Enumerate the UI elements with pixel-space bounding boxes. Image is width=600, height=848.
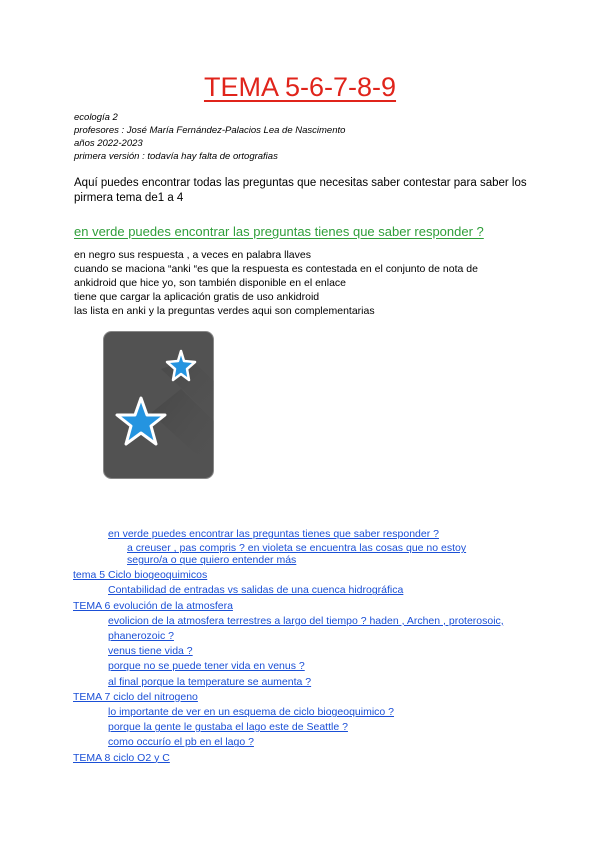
toc-link[interactable]: TEMA 8 ciclo O2 y C <box>73 751 170 764</box>
anki-star-icon <box>103 331 214 479</box>
toc-link[interactable]: porque la gente le gustaba el lago este de Seattle ? <box>108 721 348 734</box>
note-line: tiene que cargar la aplicación gratis de uso ankidroid <box>74 291 320 303</box>
toc-link[interactable]: tema 5 Ciclo biogeoquimicos <box>73 569 208 582</box>
toc-link[interactable]: como occurío el pb en el lago ? <box>108 736 254 749</box>
note-line: ankidroid que hice yo, son también disponible en el enlace <box>74 277 347 289</box>
meta-years: años 2022-2023 <box>74 138 143 149</box>
document-meta <box>74 111 345 163</box>
anki-logo <box>103 331 214 479</box>
meta-professors: profesores : José María Fernández-Palacios Lea de Nascimento <box>74 125 346 136</box>
table-of-contents <box>0 527 600 766</box>
note-line: cuando se maciona “anki “es que la respuesta es contestada en el conjunto de nota de <box>74 263 478 275</box>
green-questions-heading: en verde puedes encontrar las preguntas tienes que saber responder ? <box>74 224 484 239</box>
meta-version: primera versión : todavía hay falta de ortografias <box>74 151 278 162</box>
toc-link[interactable]: en verde puedes encontrar las preguntas tienes que saber responder ? <box>108 528 439 540</box>
note-line: en negro sus respuesta , a veces en palabra llaves <box>74 249 311 261</box>
toc-link[interactable]: Contabilidad de entradas vs salidas de una cuenca hidrográfica <box>108 584 404 597</box>
toc-link[interactable]: evolicion de la atmosfera terrestres a largo del tiempo ? haden , Archen , proterosoic, phanerozoic ? <box>108 614 504 643</box>
note-line: las lista en anki y la preguntas verdes aqui son complementarias <box>74 305 375 317</box>
toc-link[interactable]: TEMA 7 ciclo del nitrogeno <box>73 690 198 703</box>
intro-paragraph: Aquí puedes encontrar todas las preguntas que necesitas saber contestar para saber los pirmera tema de1 a 4 <box>74 177 527 204</box>
toc-link[interactable]: venus tiene vida ? <box>108 645 193 658</box>
toc-link[interactable]: al final porque la temperature se aumenta ? <box>108 675 312 688</box>
page-title: TEMA 5-6-7-8-9 <box>203 72 397 102</box>
toc-link[interactable]: lo importante de ver en un esquema de ciclo biogeoquimico ? <box>108 706 395 719</box>
toc-link[interactable]: a creuser , pas compris ? en violeta se encuentra las cosas que no estoy seguro/a o que quiero entender más <box>127 542 467 567</box>
notes-block <box>74 248 478 318</box>
toc-link[interactable]: porque no se puede tener vida en venus ? <box>108 660 305 673</box>
toc-link[interactable]: TEMA 6 evolución de la atmosfera <box>73 599 233 612</box>
meta-course: ecología 2 <box>74 112 118 123</box>
